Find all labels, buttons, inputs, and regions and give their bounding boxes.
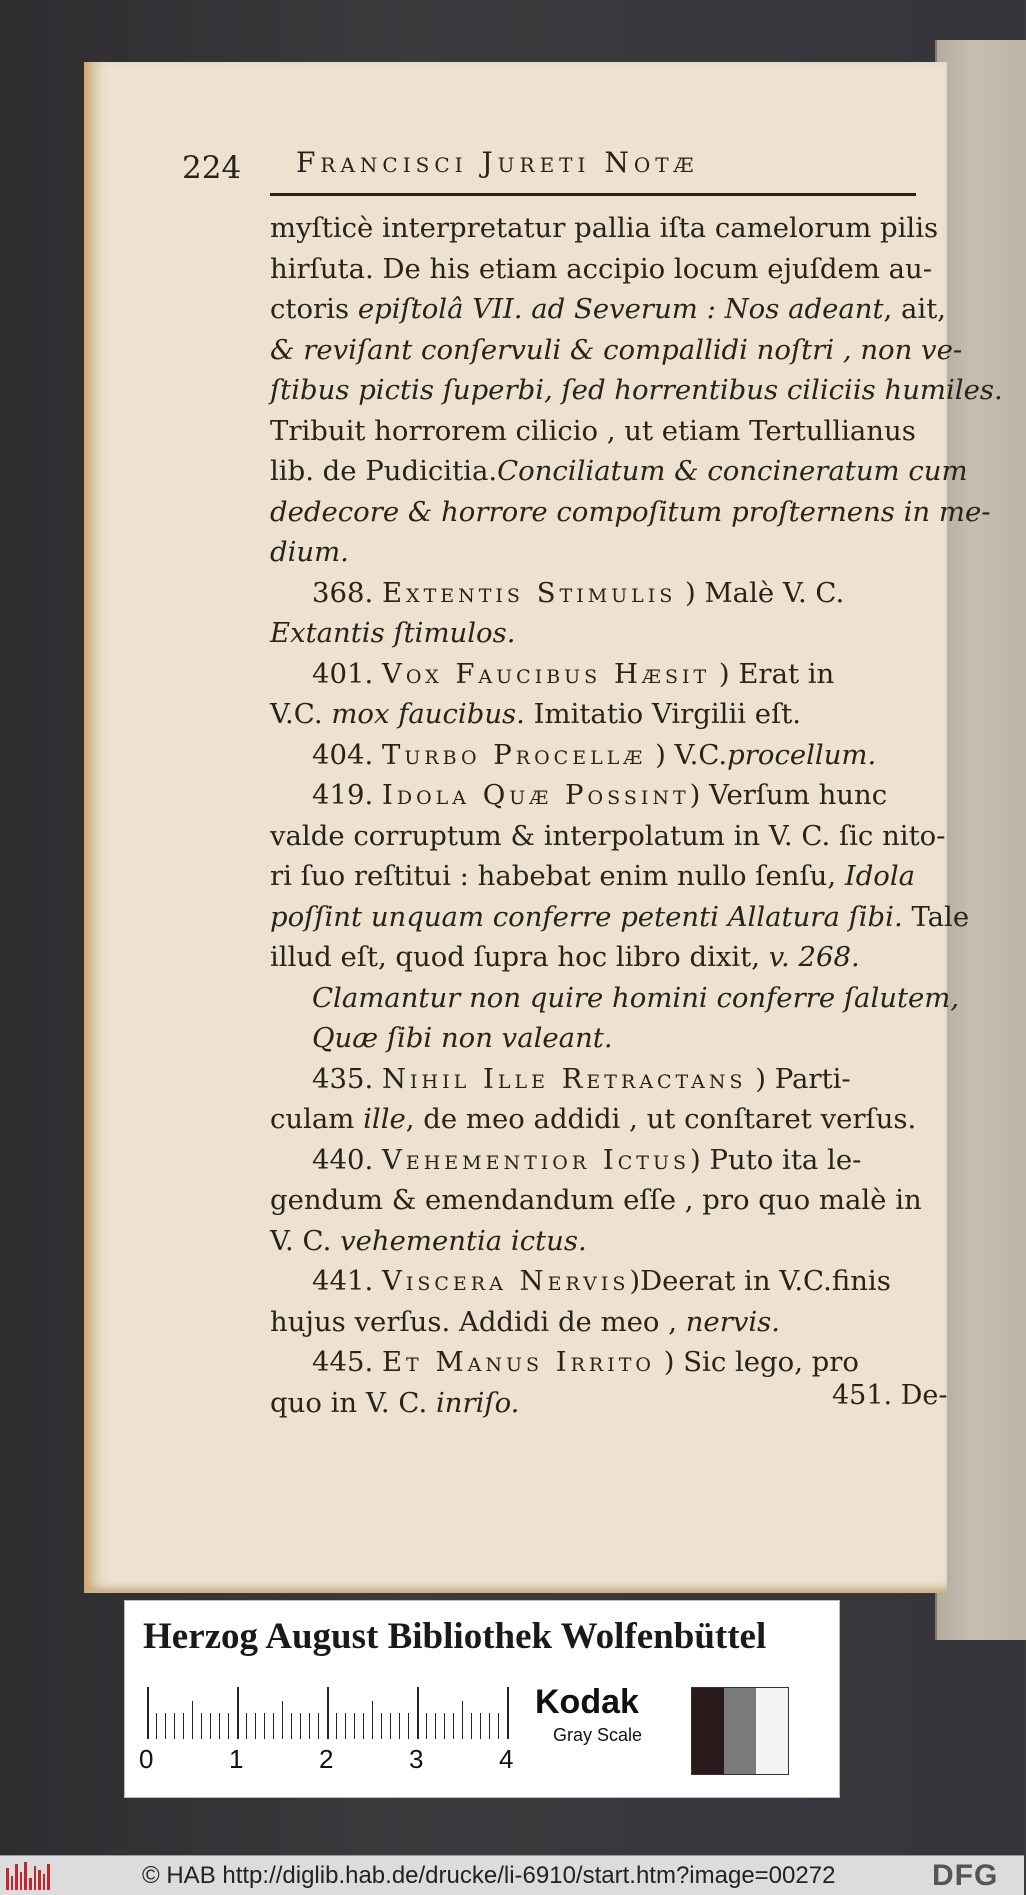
text-segment: Vehementior Ictus [381,1143,691,1176]
text-line [270,1342,935,1383]
text-line [270,1221,935,1262]
ruler-tick [318,1713,319,1739]
logo-bar [43,1874,46,1890]
text-line [270,654,935,695]
text-line [270,1059,935,1100]
running-head: Francisci Jureti Notæ [296,146,699,179]
ruler-tick [156,1713,157,1739]
text-segment: ) Sic lego, pro [654,1346,859,1378]
dfg-logo: DFG [932,1859,999,1892]
ruler-tick [192,1701,193,1739]
text-line [270,1099,935,1140]
ruler-tick [480,1713,481,1739]
text-line [270,816,946,857]
logo-bar [11,1876,14,1890]
text-segment: ) Puto ita le- [690,1143,862,1176]
library-name: Herzog August Bibliothek Wolfenbüttel [143,1616,767,1657]
ruler-tick [147,1687,149,1739]
text-segment: 435. [312,1062,382,1095]
text-segment: ſtibus pictis ſuperbi, ſed horrentibus ciliciis humiles. [270,374,1003,406]
ruler-tick [372,1701,373,1739]
text-segment: Nihil Ille Retractans [381,1062,747,1095]
text-line [270,370,1003,411]
text-segment: Vox Faucibus Hæsit [381,657,711,690]
ruler-tick [354,1713,355,1739]
ruler-tick [282,1701,283,1739]
text-line [270,937,935,978]
text-segment: , de meo addidi , ut conſtaret verſus. [405,1103,917,1135]
text-segment: 404. [312,738,382,771]
text-line [270,330,963,371]
ruler-tick [489,1713,490,1739]
text-segment: lib. de Pudicitia. [270,455,498,487]
logo-bar [6,1868,9,1890]
color-calibration-bar [124,1600,840,1798]
gray-scale-label: Gray Scale [553,1725,643,1745]
text-segment: culam [270,1103,364,1135]
logo-bar [38,1870,41,1890]
text-segment: gendum & emendandum eſſe , pro quo malè in [270,1184,922,1216]
text-line [270,492,991,533]
viewer-footer [0,1855,1024,1895]
text-segment: procellum. [727,738,877,771]
text-segment: valde corruptum & interpolatum in V. C. ſic nito- [270,819,946,852]
ruler-tick [426,1713,427,1739]
text-segment: ctoris [270,293,358,325]
ruler-tick [201,1713,202,1739]
text-segment: V.C. [270,698,332,730]
logo-bar [47,1864,50,1890]
text-segment: hujus verſus. Addidi de meo , [270,1305,686,1338]
text-segment: poſſint unquam conferre petenti Allatura ſibi. [270,900,903,933]
ruler-tick [219,1713,220,1739]
text-segment: Extantis ſtimulos. [270,617,516,649]
text-line [270,208,939,249]
ruler-label: 3 [409,1744,424,1774]
text-segment: Viscera Nervis [381,1265,630,1297]
text-line [270,1261,935,1302]
ruler-tick [174,1713,175,1739]
page-text [270,208,1003,1423]
text-line [270,775,935,816]
logo-bar [34,1866,37,1890]
text-line [270,856,935,897]
ruler-label: 4 [499,1744,514,1774]
text-segment: Tale [902,900,970,933]
text-segment: ri ſuo reſtitui : habebat enim nullo ſenſu, [270,860,845,892]
text-line [270,249,935,290]
text-segment: 440. [312,1143,382,1176]
text-segment: Idola [844,860,916,892]
ruler-tick [507,1687,509,1739]
text-segment: Et Manus Irrito [381,1346,655,1378]
logo-bar [24,1862,27,1890]
text-line [270,1018,935,1059]
text-line [270,289,946,330]
ruler-tick [165,1713,166,1739]
text-segment: ) Malè V. C. [676,576,845,609]
text-line [270,451,968,492]
ruler-tick [444,1713,445,1739]
text-line [270,411,935,452]
ruler-label: 1 [229,1744,244,1774]
ruler-tick [210,1713,211,1739]
text-segment: 441. [312,1265,382,1297]
ruler-tick [309,1713,310,1739]
text-segment: illud eſt, quod ſupra hoc libro dixit, [270,941,769,973]
ruler-tick [417,1687,419,1739]
text-line [270,1140,935,1181]
ruler-tick [471,1713,472,1739]
ruler-tick [273,1713,274,1739]
text-line [270,613,935,654]
text-segment: v. 268. [768,941,860,973]
ruler-label: 2 [319,1744,334,1774]
text-segment: ) Parti- [746,1062,851,1095]
ruler [147,1687,507,1739]
ruler-tick [408,1713,409,1739]
kodak-logo: Kodak [535,1683,639,1721]
text-segment: Quæ ſibi non valeant. [312,1022,613,1054]
text-segment: ) V.C. [646,738,728,771]
gray-swatches [691,1687,789,1775]
hab-logo-icon [6,1862,50,1890]
text-segment: 401. [312,657,382,690]
text-segment: )Deerat in V.C.finis [629,1265,891,1297]
text-segment: Conciliatum & concineratum cum [497,455,968,487]
ruler-tick [327,1687,329,1739]
ruler-tick [453,1713,454,1739]
source-citation: © HAB http://diglib.hab.de/drucke/li-6910/start.htm?image=00272 [142,1862,836,1889]
text-line [270,573,935,614]
ruler-tick [228,1713,229,1739]
text-segment: Extentis Stimulis [381,576,677,609]
text-segment: epiſtolâ VII. ad Severum : Nos adeant [357,293,884,325]
ruler-tick [345,1713,346,1739]
text-line [270,1180,935,1221]
logo-bar [15,1864,18,1890]
facing-page-edge [935,40,1026,1640]
text-segment: & reviſant conſervuli & compallidi noſtri , non ve- [270,333,963,366]
gray-swatch [756,1688,788,1774]
ruler-tick [183,1713,184,1739]
text-segment: Idola Quæ Possint [381,779,690,811]
text-segment: 445. [312,1346,382,1378]
text-line [270,735,935,776]
text-line [270,897,970,938]
text-segment: V. C. [270,1224,341,1257]
text-segment: nervis. [685,1305,781,1338]
text-segment: dedecore & horrore compoſitum proſternens in me- [270,495,991,528]
text-segment: Imitatio Virgilii eſt. [524,698,802,730]
ruler-tick [264,1713,265,1739]
ruler-tick [390,1713,391,1739]
ruler-tick [462,1701,463,1739]
text-segment: myſticè interpretatur pallia iſta camelorum pilis [270,212,939,244]
text-line [270,1302,935,1343]
text-segment: inriſo. [435,1386,520,1419]
header-rule [270,193,916,196]
text-segment: vehementia ictus. [340,1224,587,1257]
text-segment: , ait, [883,293,946,325]
text-segment: Turbo Procellæ [381,738,647,771]
text-segment: Clamantur non quire homini conferre ſalutem, [312,981,960,1014]
gray-swatch [692,1688,724,1774]
ruler-tick [363,1713,364,1739]
text-segment: 368. [312,576,382,609]
logo-bar [20,1872,23,1890]
page-number: 224 [182,150,242,186]
text-segment: quo in V. C. [270,1386,436,1419]
text-segment: hirſuta. De his etiam accipio locum ejuſdem au- [270,252,932,285]
ruler-tick [336,1713,337,1739]
catchword: 451. De- [832,1380,948,1411]
text-segment: ) Verſum hunc [689,779,888,811]
text-segment: 419. [312,779,382,811]
ruler-tick [255,1713,256,1739]
text-line [270,532,935,573]
ruler-tick [435,1713,436,1739]
text-segment: dium. [270,536,349,568]
gray-swatch [724,1688,756,1774]
logo-bar [29,1878,32,1890]
ruler-tick [300,1713,301,1739]
text-segment: Tribuit horrorem cilicio , ut etiam Tertullianus [270,414,916,447]
ruler-tick [246,1713,247,1739]
ruler-tick [399,1713,400,1739]
ruler-label: 0 [139,1744,154,1774]
ruler-tick [498,1713,499,1739]
text-segment: ) Erat in [710,657,835,690]
text-segment: ille [363,1103,406,1135]
text-line [270,694,935,735]
text-segment: mox faucibus. [331,698,525,730]
ruler-tick [381,1713,382,1739]
ruler-tick [291,1713,292,1739]
text-line [270,978,960,1019]
ruler-tick [237,1687,239,1739]
